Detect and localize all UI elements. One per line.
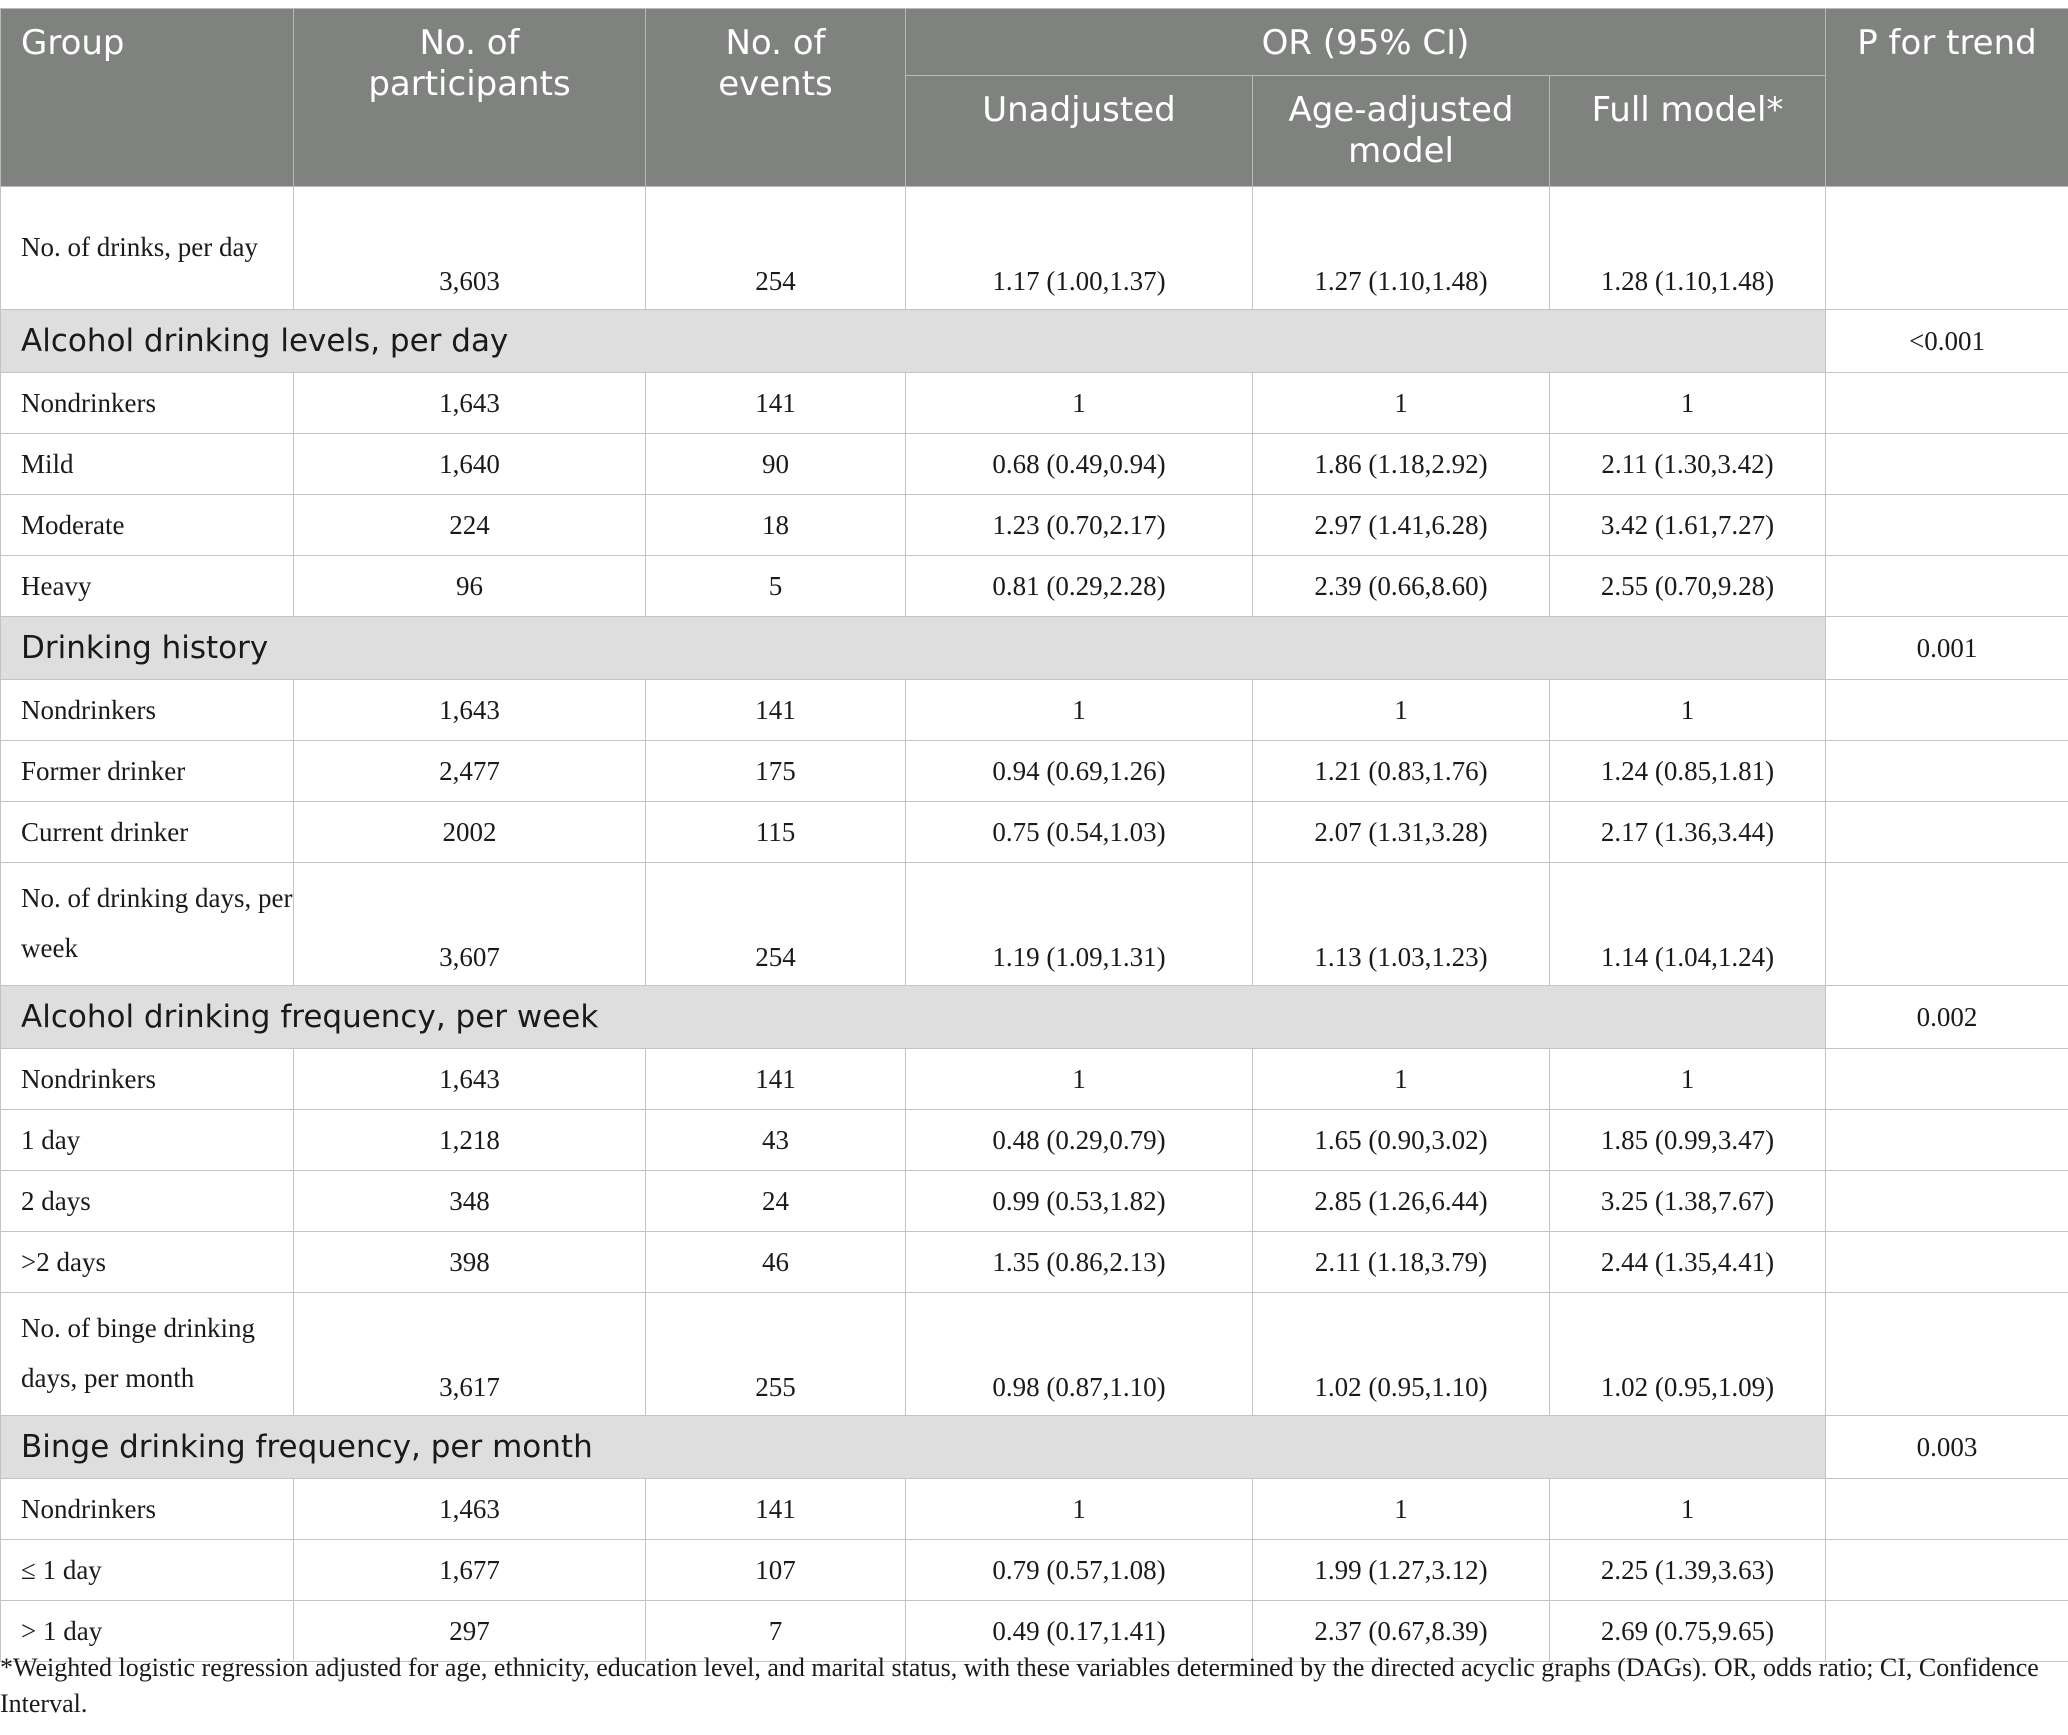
table-row <box>1 1232 2068 1293</box>
row-label: No. of drinks, per day <box>1 187 294 310</box>
participants-cell: 3,607 <box>294 863 646 986</box>
p-trend-cell <box>1826 1049 2068 1110</box>
full-model-or-cell: 1.14 (1.04,1.24) <box>1550 863 1826 986</box>
age-adjusted-or-cell: 1 <box>1253 1479 1550 1540</box>
row-label: Current drinker <box>1 802 294 863</box>
section-header-row <box>1 617 2068 680</box>
participants-cell: 348 <box>294 1171 646 1232</box>
section-title: Alcohol drinking levels, per day <box>1 310 1826 373</box>
events-cell: 7 <box>646 1601 906 1662</box>
age-adjusted-or-cell: 2.37 (0.67,8.39) <box>1253 1601 1550 1662</box>
participants-cell: 398 <box>294 1232 646 1293</box>
header-participants-label: No. of participants <box>368 23 571 104</box>
full-model-or-cell: 3.25 (1.38,7.67) <box>1550 1171 1826 1232</box>
section-header-row <box>1 1416 2068 1479</box>
participants-cell: 2,477 <box>294 741 646 802</box>
row-label: 2 days <box>1 1171 294 1232</box>
events-cell: 46 <box>646 1232 906 1293</box>
section-title: Binge drinking frequency, per month <box>1 1416 1826 1479</box>
p-trend-value: 0.001 <box>1826 617 2068 680</box>
p-trend-cell <box>1826 802 2068 863</box>
p-trend-cell <box>1826 1479 2068 1540</box>
events-cell: 24 <box>646 1171 906 1232</box>
p-trend-cell <box>1826 1232 2068 1293</box>
table-row <box>1 495 2068 556</box>
participants-cell: 1,643 <box>294 373 646 434</box>
p-trend-cell <box>1826 680 2068 741</box>
header-age-adjusted-label: Age-adjusted model <box>1288 90 1514 171</box>
participants-cell: 3,617 <box>294 1293 646 1416</box>
p-trend-value: 0.003 <box>1826 1416 2068 1479</box>
header-full-model: Full model* <box>1550 76 1826 187</box>
table-row <box>1 1171 2068 1232</box>
unadjusted-or-cell: 0.49 (0.17,1.41) <box>906 1601 1253 1662</box>
age-adjusted-or-cell: 2.07 (1.31,3.28) <box>1253 802 1550 863</box>
events-cell: 18 <box>646 495 906 556</box>
participants-cell: 2002 <box>294 802 646 863</box>
unadjusted-or-cell: 0.81 (0.29,2.28) <box>906 556 1253 617</box>
participants-cell: 1,218 <box>294 1110 646 1171</box>
p-trend-cell <box>1826 1540 2068 1601</box>
header-unadjusted: Unadjusted <box>906 76 1253 187</box>
full-model-or-cell: 1.02 (0.95,1.09) <box>1550 1293 1826 1416</box>
unadjusted-or-cell: 1.19 (1.09,1.31) <box>906 863 1253 986</box>
participants-cell: 1,643 <box>294 680 646 741</box>
full-model-or-cell: 1.24 (0.85,1.81) <box>1550 741 1826 802</box>
events-cell: 5 <box>646 556 906 617</box>
table-row <box>1 741 2068 802</box>
full-model-or-cell: 1 <box>1550 680 1826 741</box>
table-row <box>1 863 2068 986</box>
events-cell: 254 <box>646 863 906 986</box>
age-adjusted-or-cell: 1.86 (1.18,2.92) <box>1253 434 1550 495</box>
table-row <box>1 434 2068 495</box>
p-trend-cell <box>1826 1171 2068 1232</box>
events-cell: 43 <box>646 1110 906 1171</box>
table-row <box>1 1293 2068 1416</box>
events-cell: 175 <box>646 741 906 802</box>
p-trend-cell <box>1826 187 2068 310</box>
full-model-or-cell: 2.25 (1.39,3.63) <box>1550 1540 1826 1601</box>
participants-cell: 3,603 <box>294 187 646 310</box>
unadjusted-or-cell: 1.17 (1.00,1.37) <box>906 187 1253 310</box>
header-events <box>646 9 906 187</box>
p-trend-value: <0.001 <box>1826 310 2068 373</box>
row-label: 1 day <box>1 1110 294 1171</box>
table-row <box>1 1049 2068 1110</box>
unadjusted-or-cell: 1 <box>906 1479 1253 1540</box>
full-model-or-cell: 3.42 (1.61,7.27) <box>1550 495 1826 556</box>
age-adjusted-or-cell: 1.27 (1.10,1.48) <box>1253 187 1550 310</box>
unadjusted-or-cell: 0.79 (0.57,1.08) <box>906 1540 1253 1601</box>
events-cell: 107 <box>646 1540 906 1601</box>
participants-cell: 1,677 <box>294 1540 646 1601</box>
row-label: No. of binge drinking days, per month <box>1 1293 294 1416</box>
table-row <box>1 1110 2068 1171</box>
header-p-trend: P for trend <box>1826 9 2068 187</box>
row-label: Nondrinkers <box>1 1479 294 1540</box>
unadjusted-or-cell: 1.23 (0.70,2.17) <box>906 495 1253 556</box>
full-model-or-cell: 2.44 (1.35,4.41) <box>1550 1232 1826 1293</box>
participants-cell: 297 <box>294 1601 646 1662</box>
age-adjusted-or-cell: 1 <box>1253 373 1550 434</box>
results-table <box>0 8 2068 1662</box>
full-model-or-cell: 2.17 (1.36,3.44) <box>1550 802 1826 863</box>
row-label: Moderate <box>1 495 294 556</box>
events-cell: 141 <box>646 1049 906 1110</box>
participants-cell: 96 <box>294 556 646 617</box>
unadjusted-or-cell: 0.68 (0.49,0.94) <box>906 434 1253 495</box>
full-model-or-cell: 1.28 (1.10,1.48) <box>1550 187 1826 310</box>
age-adjusted-or-cell: 1.21 (0.83,1.76) <box>1253 741 1550 802</box>
events-cell: 255 <box>646 1293 906 1416</box>
participants-cell: 224 <box>294 495 646 556</box>
table-row <box>1 802 2068 863</box>
section-title: Drinking history <box>1 617 1826 680</box>
full-model-or-cell: 2.55 (0.70,9.28) <box>1550 556 1826 617</box>
header-group: Group <box>1 9 294 187</box>
events-cell: 141 <box>646 680 906 741</box>
header-participants <box>294 9 646 187</box>
age-adjusted-or-cell: 1 <box>1253 1049 1550 1110</box>
age-adjusted-or-cell: 1.13 (1.03,1.23) <box>1253 863 1550 986</box>
age-adjusted-or-cell: 1.65 (0.90,3.02) <box>1253 1110 1550 1171</box>
age-adjusted-or-cell: 2.85 (1.26,6.44) <box>1253 1171 1550 1232</box>
unadjusted-or-cell: 0.99 (0.53,1.82) <box>906 1171 1253 1232</box>
section-title: Alcohol drinking frequency, per week <box>1 986 1826 1049</box>
full-model-or-cell: 2.11 (1.30,3.42) <box>1550 434 1826 495</box>
participants-cell: 1,640 <box>294 434 646 495</box>
events-cell: 254 <box>646 187 906 310</box>
age-adjusted-or-cell: 1 <box>1253 680 1550 741</box>
row-label: Former drinker <box>1 741 294 802</box>
table-row <box>1 1479 2068 1540</box>
full-model-or-cell: 1 <box>1550 373 1826 434</box>
header-or-group: OR (95% CI) <box>906 9 1826 76</box>
p-trend-cell <box>1826 741 2068 802</box>
age-adjusted-or-cell: 1.02 (0.95,1.10) <box>1253 1293 1550 1416</box>
header-age-adjusted <box>1253 76 1550 187</box>
p-trend-cell <box>1826 434 2068 495</box>
p-trend-cell <box>1826 1293 2068 1416</box>
row-label: Nondrinkers <box>1 373 294 434</box>
age-adjusted-or-cell: 2.11 (1.18,3.79) <box>1253 1232 1550 1293</box>
table-row <box>1 556 2068 617</box>
unadjusted-or-cell: 1 <box>906 1049 1253 1110</box>
row-label: Nondrinkers <box>1 680 294 741</box>
age-adjusted-or-cell: 2.97 (1.41,6.28) <box>1253 495 1550 556</box>
row-label: No. of drinking days, per week <box>1 863 294 986</box>
participants-cell: 1,643 <box>294 1049 646 1110</box>
p-trend-cell <box>1826 495 2068 556</box>
unadjusted-or-cell: 1 <box>906 373 1253 434</box>
full-model-or-cell: 1 <box>1550 1049 1826 1110</box>
unadjusted-or-cell: 0.98 (0.87,1.10) <box>906 1293 1253 1416</box>
p-trend-cell <box>1826 373 2068 434</box>
p-trend-value: 0.002 <box>1826 986 2068 1049</box>
row-label: Heavy <box>1 556 294 617</box>
p-trend-cell <box>1826 863 2068 986</box>
age-adjusted-or-cell: 2.39 (0.66,8.60) <box>1253 556 1550 617</box>
unadjusted-or-cell: 0.48 (0.29,0.79) <box>906 1110 1253 1171</box>
row-label: Mild <box>1 434 294 495</box>
events-cell: 90 <box>646 434 906 495</box>
row-label: >2 days <box>1 1232 294 1293</box>
table-row <box>1 680 2068 741</box>
unadjusted-or-cell: 1.35 (0.86,2.13) <box>906 1232 1253 1293</box>
table-row <box>1 373 2068 434</box>
full-model-or-cell: 1.85 (0.99,3.47) <box>1550 1110 1826 1171</box>
unadjusted-or-cell: 1 <box>906 680 1253 741</box>
table-row <box>1 1540 2068 1601</box>
events-cell: 115 <box>646 802 906 863</box>
full-model-or-cell: 1 <box>1550 1479 1826 1540</box>
events-cell: 141 <box>646 373 906 434</box>
unadjusted-or-cell: 0.75 (0.54,1.03) <box>906 802 1253 863</box>
section-header-row <box>1 310 2068 373</box>
row-label: ≤ 1 day <box>1 1540 294 1601</box>
footnote: *Weighted logistic regression adjusted for age, ethnicity, education level, and marital status, with these variables determined by the directed acyclic graphs (DAGs). OR, odds ratio; CI, Confidence Interval. <box>0 1653 2039 1718</box>
table-row <box>1 187 2068 310</box>
table-header <box>1 9 2068 187</box>
participants-cell: 1,463 <box>294 1479 646 1540</box>
header-events-label: No. of events <box>718 23 833 104</box>
results-table-container <box>0 8 2068 1662</box>
p-trend-cell <box>1826 556 2068 617</box>
row-label: Nondrinkers <box>1 1049 294 1110</box>
events-cell: 141 <box>646 1479 906 1540</box>
p-trend-cell <box>1826 1110 2068 1171</box>
full-model-or-cell: 2.69 (0.75,9.65) <box>1550 1601 1826 1662</box>
table-body <box>1 187 2068 1662</box>
age-adjusted-or-cell: 1.99 (1.27,3.12) <box>1253 1540 1550 1601</box>
row-label: > 1 day <box>1 1601 294 1662</box>
unadjusted-or-cell: 0.94 (0.69,1.26) <box>906 741 1253 802</box>
section-header-row <box>1 986 2068 1049</box>
